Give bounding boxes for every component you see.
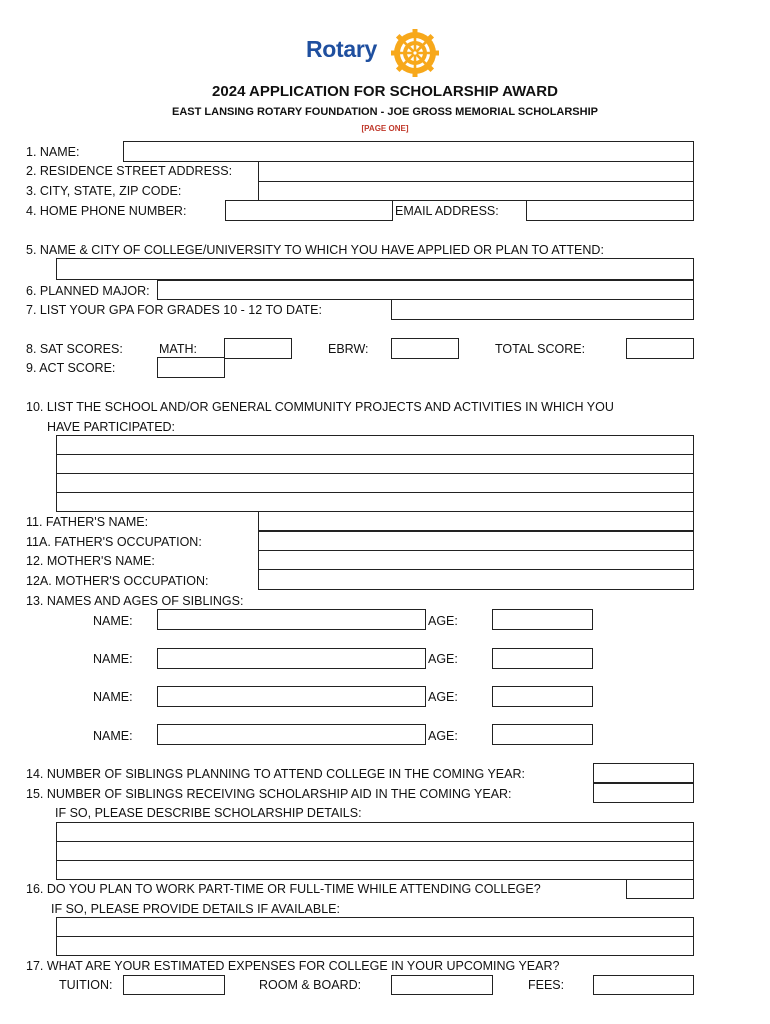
address-field[interactable] [258,161,694,182]
city-state-zip-label: 3. CITY, STATE, ZIP CODE: [26,184,182,198]
father-occupation-label: 11A. FATHER'S OCCUPATION: [26,535,202,549]
planned-major-label: 6. PLANNED MAJOR: [26,284,150,298]
college-field[interactable] [56,258,694,280]
planned-major-field[interactable] [157,280,694,300]
activities-line-2[interactable] [56,454,694,474]
work-plan-field[interactable] [626,879,694,899]
city-state-zip-field[interactable] [258,181,694,201]
scholarship-details-line-1[interactable] [56,822,694,842]
sibling-3-age-field[interactable] [492,686,593,707]
name-field[interactable] [123,141,694,162]
work-plan-label: 16. DO YOU PLAN TO WORK PART-TIME OR FULL-TIME WHILE ATTENDING COLLEGE? [26,882,541,896]
sibling-1-name-field[interactable] [157,609,426,630]
scholarship-details-line-2[interactable] [56,841,694,861]
activities-line-1[interactable] [56,435,694,455]
scholarship-details-line-3[interactable] [56,860,694,880]
sibling-name-label: NAME: [93,652,133,666]
sibling-1-age-field[interactable] [492,609,593,630]
sibling-age-label: AGE: [428,652,458,666]
siblings-label: 13. NAMES AND AGES OF SIBLINGS: [26,594,244,608]
fees-label: FEES: [528,978,565,992]
father-name-label: 11. FATHER'S NAME: [26,515,149,529]
sat-math-label: MATH: [159,342,197,356]
sibling-4-name-field[interactable] [157,724,426,745]
gpa-field[interactable] [391,299,694,320]
sibling-age-label: AGE: [428,729,458,743]
tuition-field[interactable] [123,975,225,995]
sat-math-field[interactable] [224,338,292,359]
activities-label-line1: 10. LIST THE SCHOOL AND/OR GENERAL COMMUNITY PROJECTS AND ACTIVITIES IN WHICH YOU [26,400,614,414]
mother-name-field[interactable] [258,550,694,570]
activities-line-4[interactable] [56,492,694,512]
father-name-field[interactable] [258,511,694,531]
sat-ebrw-field[interactable] [391,338,459,359]
sibling-name-label: NAME: [93,729,133,743]
sat-scores-label: 8. SAT SCORES: [26,342,123,356]
expenses-label: 17. WHAT ARE YOUR ESTIMATED EXPENSES FOR COLLEGE IN YOUR UPCOMING YEAR? [26,959,560,973]
sibling-age-label: AGE: [428,690,458,704]
siblings-aid-label: 15. NUMBER OF SIBLINGS RECEIVING SCHOLARSHIP AID IN THE COMING YEAR: [26,787,512,801]
scholarship-details-label: IF SO, PLEASE DESCRIBE SCHOLARSHIP DETAILS: [55,806,362,820]
father-occupation-field[interactable] [258,531,694,551]
act-score-field[interactable] [157,357,225,378]
email-label: EMAIL ADDRESS: [395,204,499,218]
room-board-label: ROOM & BOARD: [259,978,362,992]
sibling-2-name-field[interactable] [157,648,426,669]
name-label: 1. NAME: [26,145,80,159]
address-label: 2. RESIDENCE STREET ADDRESS: [26,164,233,178]
sat-total-field[interactable] [626,338,694,359]
sat-ebrw-label: EBRW: [328,342,369,356]
sibling-age-label: AGE: [428,614,458,628]
email-field[interactable] [526,200,694,221]
work-details-line-1[interactable] [56,917,694,937]
siblings-college-field[interactable] [593,763,694,783]
fees-field[interactable] [593,975,694,995]
room-board-field[interactable] [391,975,493,995]
form-subtitle: EAST LANSING ROTARY FOUNDATION - JOE GROSS MEMORIAL SCHOLARSHIP [172,106,598,118]
work-details-label: IF SO, PLEASE PROVIDE DETAILS IF AVAILABLE: [51,902,340,916]
sat-total-label: TOTAL SCORE: [495,342,586,356]
home-phone-field[interactable] [225,200,393,221]
sibling-3-name-field[interactable] [157,686,426,707]
mother-name-label: 12. MOTHER'S NAME: [26,554,155,568]
mother-occupation-field[interactable] [258,569,694,590]
home-phone-label: 4. HOME PHONE NUMBER: [26,204,187,218]
sibling-name-label: NAME: [93,614,133,628]
siblings-college-label: 14. NUMBER OF SIBLINGS PLANNING TO ATTEND COLLEGE IN THE COMING YEAR: [26,767,525,781]
activities-label-line2: HAVE PARTICIPATED: [47,420,176,434]
page-note: [PAGE ONE] [361,124,409,133]
gpa-label: 7. LIST YOUR GPA FOR GRADES 10 - 12 TO DATE: [26,303,322,317]
rotary-logo-text: Rotary [306,36,378,62]
college-label: 5. NAME & CITY OF COLLEGE/UNIVERSITY TO WHICH YOU HAVE APPLIED OR PLAN TO ATTEND: [26,243,604,257]
act-score-label: 9. ACT SCORE: [26,361,116,375]
siblings-aid-field[interactable] [593,783,694,803]
sibling-4-age-field[interactable] [492,724,593,745]
rotary-wheel-icon [390,28,440,78]
sibling-2-age-field[interactable] [492,648,593,669]
tuition-label: TUITION: [59,978,113,992]
mother-occupation-label: 12A. MOTHER'S OCCUPATION: [26,574,209,588]
activities-line-3[interactable] [56,473,694,493]
sibling-name-label: NAME: [93,690,133,704]
work-details-line-2[interactable] [56,936,694,956]
form-title: 2024 APPLICATION FOR SCHOLARSHIP AWARD [212,83,558,100]
